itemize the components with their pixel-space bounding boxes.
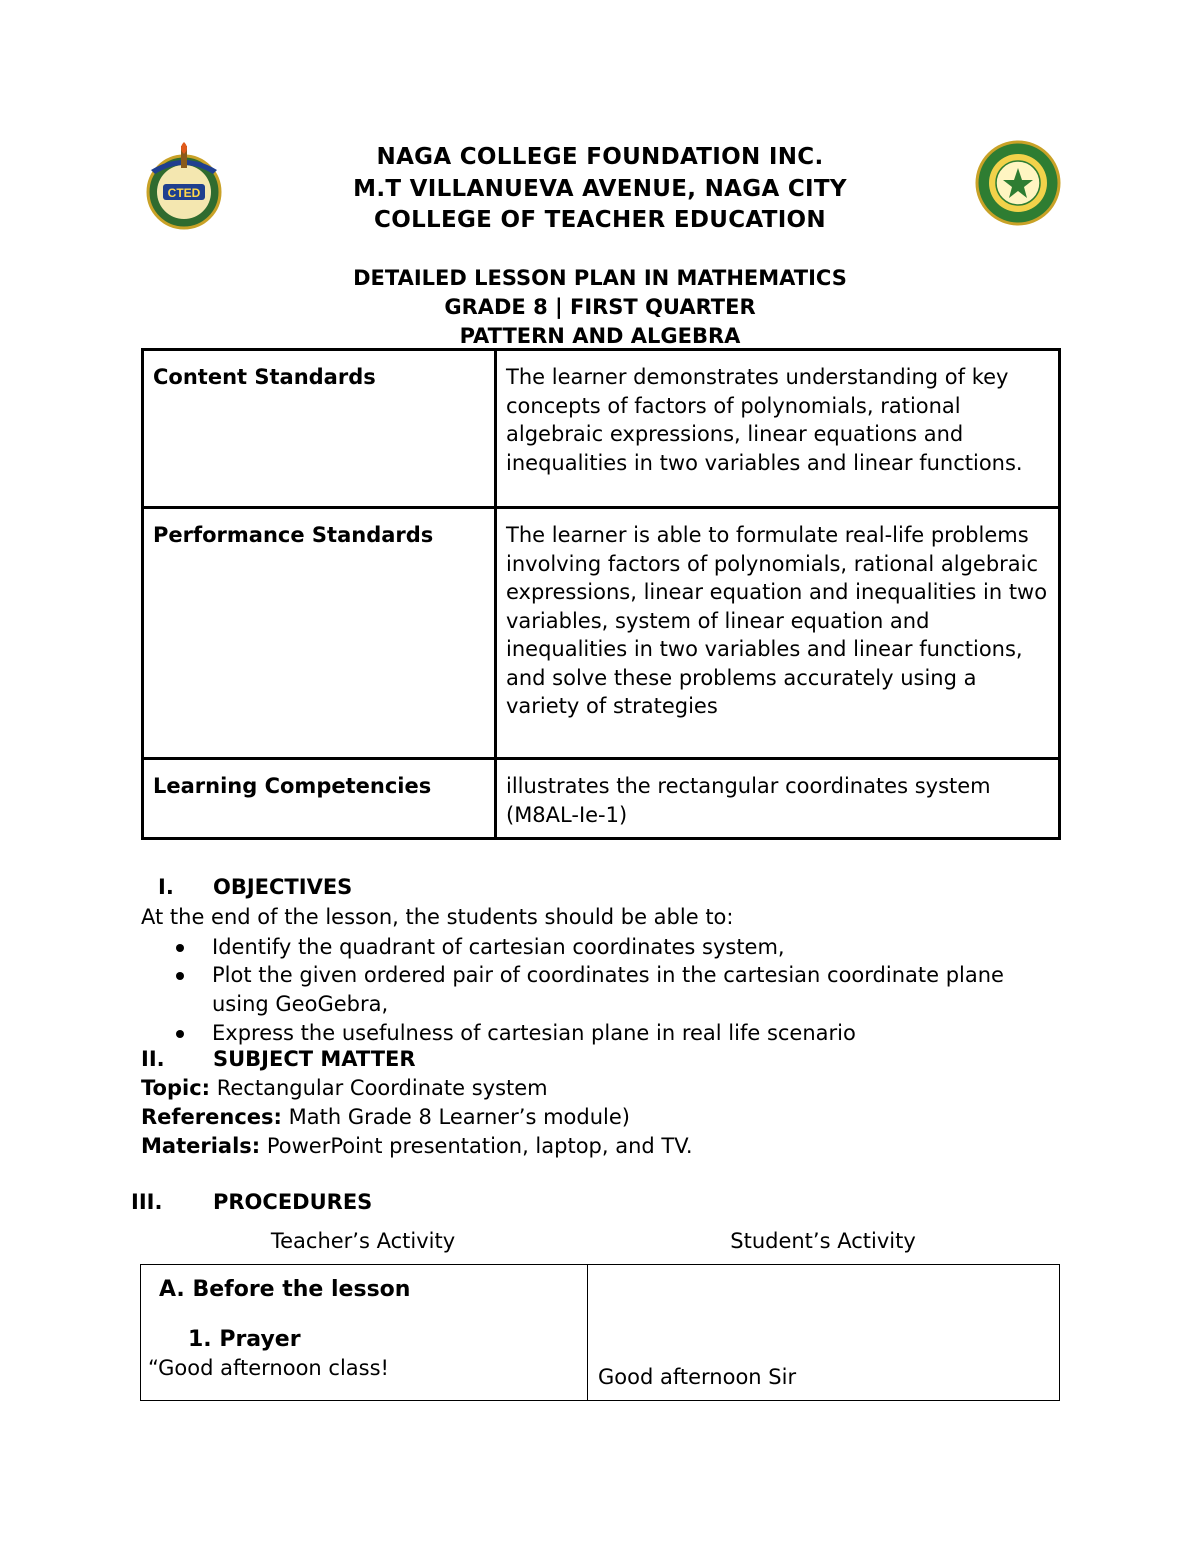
table-row [143,508,1060,759]
standard-label: Content Standards [143,350,496,508]
teacher-activity-cell [141,1265,588,1401]
college-name: COLLEGE OF TEACHER EDUCATION [374,207,826,233]
procedures-heading: III. PROCEDURES [131,1190,373,1214]
plan-title: DETAILED LESSON PLAN IN MATHEMATICS [353,266,847,290]
bullet-icon [176,1030,184,1038]
standards-table [141,348,1061,840]
teacher-activity-header: Teacher’s Activity [270,1229,456,1253]
bullet-icon [176,944,184,952]
institution-name: NAGA COLLEGE FOUNDATION INC. [376,144,824,170]
table-row [143,350,1060,508]
subject-matter-heading: II. SUBJECT MATTER [141,1047,416,1071]
student-activity-header: Student’s Activity [730,1229,916,1253]
materials-line: Materials: PowerPoint presentation, laptop, and TV. [141,1134,693,1158]
prayer-step: 1. Prayer [188,1327,301,1352]
objectives-intro: At the end of the lesson, the students should be able to: [141,905,734,929]
student-greeting: Good afternoon Sir [598,1365,797,1389]
topic-line: Topic: Rectangular Coordinate system [141,1076,548,1100]
standard-label: Learning Competencies [143,759,496,839]
institution-address: M.T VILLANUEVA AVENUE, NAGA CITY [353,176,847,202]
references-line: References: Math Grade 8 Learner’s module) [141,1105,630,1129]
objectives-heading: I. OBJECTIVES [158,875,353,899]
teacher-greeting: “Good afternoon class! [148,1356,389,1380]
table-row [141,1265,1060,1401]
svg-text:CTED: CTED [167,186,201,200]
student-activity-cell [588,1265,1060,1401]
section-a-heading: A. Before the lesson [159,1277,411,1302]
procedures-table [140,1264,1060,1401]
standard-label: Performance Standards [143,508,496,759]
plan-grade: GRADE 8 | FIRST QUARTER [444,295,756,319]
standard-text: The learner is able to formulate real-life problems involving factors of polynomials, rational algebraic expressions, linear equation and inequalities in two variables, system of linear equation and inequalities in two variables and linear functions, and solve these problems accurately using a variety of strategies [496,508,1060,759]
bullet-icon [176,972,184,980]
standard-text: illustrates the rectangular coordinates system (M8AL-Ie-1) [496,759,1060,839]
table-row [143,759,1060,839]
standard-text: The learner demonstrates understanding of key concepts of factors of polynomials, rational algebraic expressions, linear equations and inequalities in two variables and linear functions. [496,350,1060,508]
plan-topic-area: PATTERN AND ALGEBRA [459,324,741,348]
